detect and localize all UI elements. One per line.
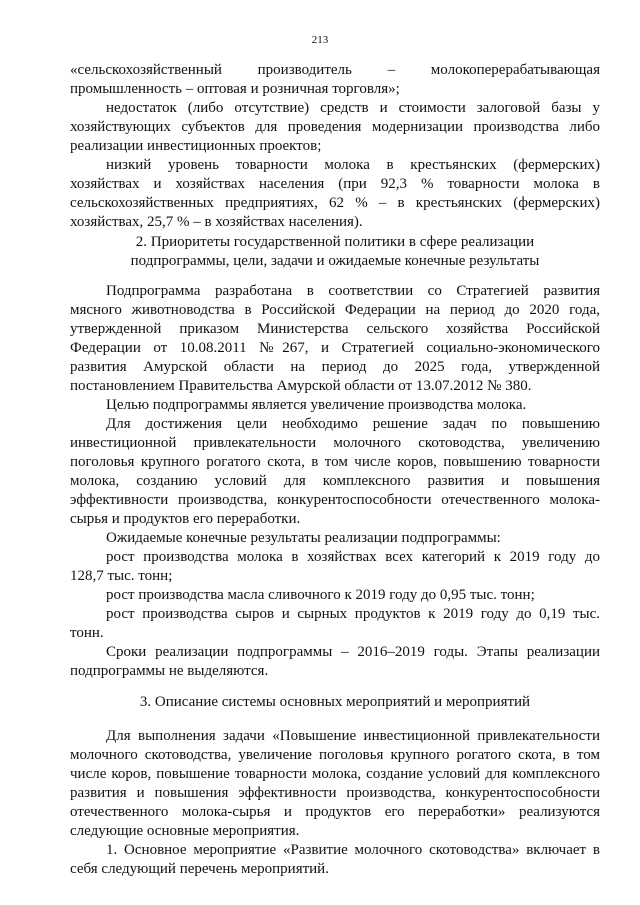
- text-line: сельскохозяйственных предприятиях, 62 % – в крестьянских (фермерских): [70, 195, 600, 211]
- text-line: Сроки реализации подпрограммы – 2016–2019 годы. Этапы реализации: [106, 644, 600, 660]
- text-line: 1. Основное мероприятие «Развитие молочного скотоводства» включает в: [106, 842, 600, 858]
- text-line: низкий уровень товарности молока в крестьянских (фермерских): [106, 157, 600, 173]
- text-line: мясного животноводства в Российской Федерации на период до 2020 года,: [70, 302, 600, 318]
- section-heading: 3. Описание системы основных мероприятий и мероприятий: [139, 694, 531, 710]
- text-line: Подпрограмма разработана в соответствии со Стратегией развития: [106, 283, 600, 299]
- text-line: себя следующий перечень мероприятий.: [70, 861, 329, 877]
- text-line: следующие основные мероприятия.: [70, 823, 300, 839]
- text-line: «сельскохозяйственный производитель – молокоперерабатывающая: [70, 62, 600, 78]
- text-line: хозяйствах, 25,7 % – в хозяйствах населения).: [70, 214, 363, 230]
- text-line: развития и повышения эффективности производства, конкурентоспособности: [70, 785, 600, 801]
- text-line: молочного скотоводства, увеличение поголовья крупного рогатого скота, в том: [70, 747, 600, 763]
- text-line: отечественного молока-сырья и продуктов его переработки» реализуются: [70, 804, 600, 820]
- text-line: подпрограммы не выделяются.: [70, 663, 269, 679]
- text-line: инвестиционной привлекательности молочного скотоводства, увеличению: [70, 435, 600, 451]
- text-line: развития Амурской области на период до 2025 года, утвержденной: [70, 359, 600, 375]
- text-line: эффективности производства, конкурентоспособности отечественного молока-: [70, 492, 600, 508]
- text-line: промышленность – оптовая и розничная торговля»;: [70, 81, 400, 97]
- section-heading: 2. Приоритеты государственной политики в сфере реализации: [135, 234, 535, 250]
- text-line: Для достижения цели необходимо решение задач по повышению: [106, 416, 600, 432]
- text-line: утвержденной приказом Министерства сельского хозяйства Российской: [70, 321, 600, 337]
- text-line: реализации инвестиционных проектов;: [70, 138, 322, 154]
- section-heading: подпрограммы, цели, задачи и ожидаемые конечные результаты: [130, 253, 540, 269]
- text-line: Федерации от 10.08.2011 №267, и Стратегией социально-экономического: [70, 340, 600, 356]
- text-line: недостаток (либо отсутствие) средств и стоимости залоговой базы у: [106, 100, 600, 116]
- text-line: рост производства масла сливочного к 2019 году до 0,95 тыс. тонн;: [106, 587, 535, 603]
- text-line: поголовья крупного рогатого скота, в том числе коров, повышению товарности: [70, 454, 600, 470]
- text-line: сырья и продуктов его переработки.: [70, 511, 301, 527]
- text-line: Ожидаемые конечные результаты реализации подпрограммы:: [106, 530, 501, 546]
- page-number: 213: [311, 34, 329, 46]
- text-line: Целью подпрограммы является увеличение производства молока.: [106, 397, 527, 413]
- text-line: хозяйствах и хозяйствах населения (при 92,3 % товарности молока в: [70, 176, 600, 192]
- text-line: рост производства сыров и сырных продуктов к 2019 году до 0,19 тыс.: [106, 606, 600, 622]
- text-line: рост производства молока в хозяйствах всех категорий к 2019 году до: [106, 549, 600, 565]
- text-line: молока, созданию условий для комплексного развития и повышения: [70, 473, 600, 489]
- text-line: постановлением Правительства Амурской области от 13.07.2012 № 380.: [70, 378, 532, 394]
- text-line: хозяйствующих субъектов для проведения модернизации производства либо: [70, 119, 600, 135]
- text-line: числе коров, повышение товарности молока, создание условий для комплексного: [70, 766, 600, 782]
- text-line: Для выполнения задачи «Повышение инвестиционной привлекательности: [106, 728, 600, 744]
- text-line: 128,7 тыс. тонн;: [70, 568, 173, 584]
- text-line: тонн.: [70, 625, 104, 641]
